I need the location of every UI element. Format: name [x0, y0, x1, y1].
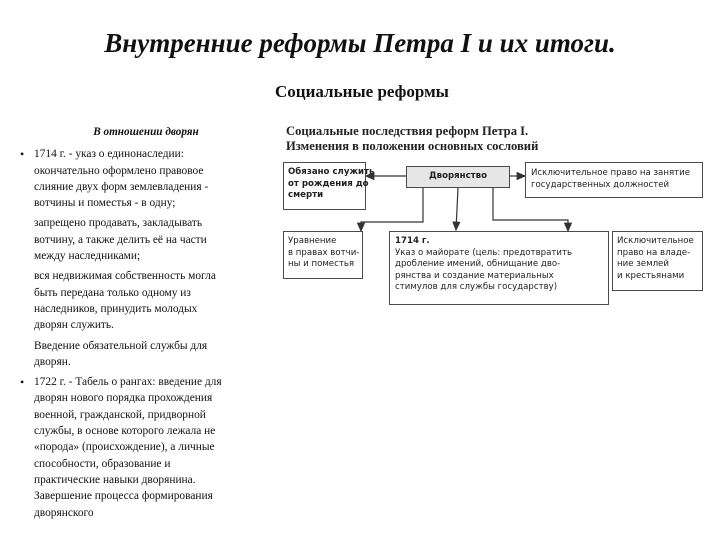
box-line: Исключительное	[617, 236, 694, 246]
box-line: в правах вотчи-	[288, 247, 360, 258]
box-line: стимулов для службы государству)	[395, 282, 558, 293]
box-line: Указ о майорате (цель: предотвратить	[395, 247, 573, 258]
text-line: • 1722 г. - Табель о рангах: введение для	[34, 376, 222, 389]
box-equalization	[283, 231, 363, 279]
text-line: наследников, принудить молодых	[34, 302, 198, 315]
social-consequences-diagram	[278, 122, 706, 314]
box-nobility	[406, 166, 510, 188]
diagram-heading-line2: Изменения в положении основных сословий	[286, 139, 539, 153]
box-line: Дворянство	[428, 171, 488, 181]
paragraph-single-heir	[20, 268, 264, 333]
text-line: быть передана только одному из	[34, 286, 191, 299]
left-text-column	[20, 124, 264, 521]
text-line: службы, в основе которого лежала не	[34, 425, 216, 438]
arrow-to-majorat	[456, 188, 458, 230]
arrow-to-equalization	[361, 188, 423, 231]
box-majorat	[389, 231, 609, 305]
text-line: Введение обязательной службы для	[34, 339, 208, 352]
text-line: вотчину, а также делить её на части	[34, 233, 207, 246]
box-line: ние землей	[617, 259, 669, 270]
paragraph-mandatory-service	[20, 338, 264, 371]
paragraph-law-merge	[20, 163, 264, 212]
text-line: запрещено продавать, закладывать	[34, 217, 203, 230]
box-line: Обязано служить	[288, 167, 375, 177]
box-land-ownership	[612, 231, 703, 291]
text-line: дворян служить.	[34, 319, 114, 332]
text-line: «порода» (происхождение), а личные	[34, 441, 215, 454]
bullet-1714	[20, 146, 264, 162]
box-obliged-to-serve	[283, 162, 375, 210]
box-year: 1714 г.	[395, 236, 430, 246]
box-line: ны и поместья	[288, 259, 355, 270]
slide-title: Внутренние реформы Петра I и их итоги.	[104, 28, 616, 58]
paragraph-sale-ban	[20, 215, 264, 264]
text-line: вотчины и поместья - в одну;	[34, 197, 176, 210]
text-line: военной, гражданской, придворной	[34, 408, 206, 421]
text-line: дворянского	[34, 506, 94, 519]
text-line: между наследниками;	[34, 250, 141, 263]
box-line: и крестьянами	[617, 270, 685, 281]
bullet-1722	[20, 374, 264, 521]
box-line: смерти	[288, 190, 324, 201]
diagram-heading-line1: Социальные последствия реформ Петра I.	[286, 124, 529, 138]
slide-subtitle: Социальные реформы	[275, 82, 449, 101]
text-line: • 1714 г. - указ о единонаследии:	[34, 148, 184, 161]
box-line: Исключительное право на занятие	[531, 168, 690, 178]
text-line: дворян.	[34, 355, 71, 368]
box-line: право на владе-	[617, 247, 691, 258]
text-line: практические навыки дворянина.	[34, 473, 196, 486]
text-line: вся недвижимая собственность могла	[34, 270, 216, 283]
box-line: государственных должностей	[531, 179, 670, 190]
box-line: Уравнение	[288, 236, 337, 246]
text-line: Завершение процесса формирования	[34, 490, 213, 503]
box-line: дробление имений, обнищание дво-	[395, 259, 561, 270]
text-line: окончательно оформлено правовое	[34, 164, 204, 177]
box-line: от рождения до	[288, 178, 369, 189]
text-line: способности, образование и	[34, 457, 171, 470]
text-line: дворян нового порядка прохождения	[34, 392, 213, 405]
section-heading: В отношении дворян	[93, 126, 199, 138]
box-line: рянства и создание материальных	[395, 270, 554, 281]
box-posts-right	[525, 162, 703, 198]
text-line: слияние двух форм землевладения -	[34, 180, 209, 193]
